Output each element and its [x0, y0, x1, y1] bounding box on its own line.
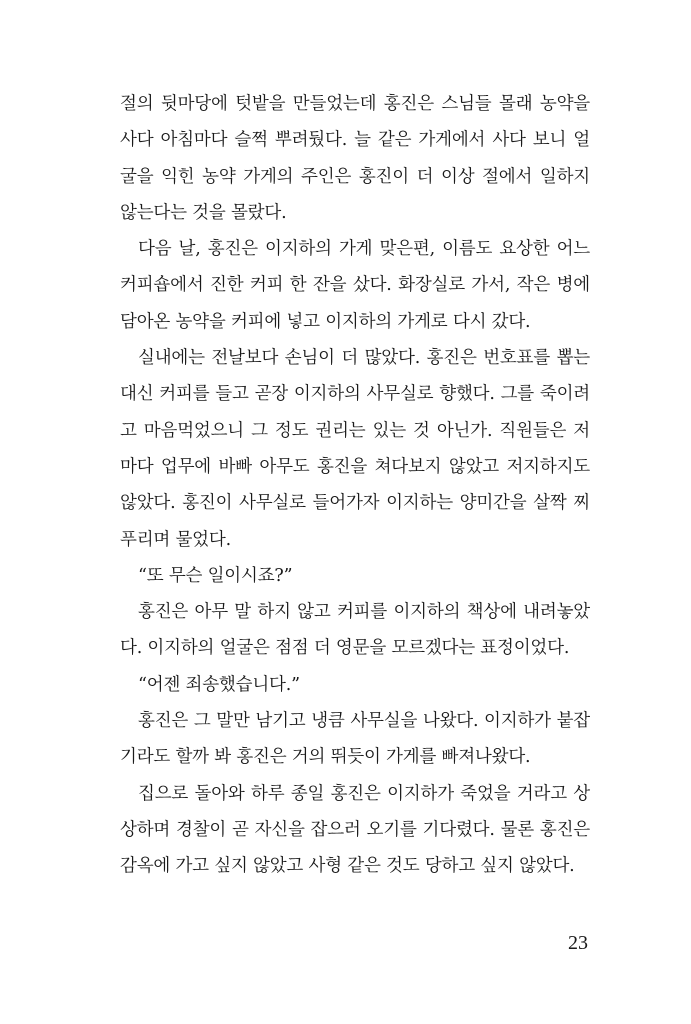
text-line: 않는다는 것을 몰랐다.: [120, 202, 287, 223]
text-line: 사다 아침마다 슬쩍 뿌려뒀다. 늘 같은 가게에서 사다 보니 얼: [120, 130, 590, 151]
paragraph-3: [120, 340, 590, 558]
text-line: 집으로 돌아와 하루 종일 홍진은 이지하가 죽었을 거라고 상: [138, 783, 590, 804]
text-line: 상하며 경찰이 곧 자신을 잡으러 오기를 기다렸다. 물론 홍진은: [120, 819, 590, 840]
text-line: 절의 뒷마당에 텃밭을 만들었는데 홍진은 스님들 몰래 농약을: [120, 94, 590, 114]
text-line: 다. 이지하의 얼굴은 점점 더 영문을 모르겠다는 표정이었다.: [120, 638, 570, 659]
text-line: “어젠 죄송했습니다.”: [138, 674, 300, 695]
paragraph-6: [120, 776, 590, 885]
paragraph-1: [120, 86, 590, 231]
page-number: 23: [568, 932, 588, 954]
paragraph-4: [120, 594, 590, 667]
text-line: 담아온 농약을 커피에 넣고 이지하의 가게로 다시 갔다.: [120, 311, 531, 332]
text-line: 푸리며 물었다.: [120, 529, 231, 550]
paragraph-5: [120, 703, 590, 776]
book-page-body: [120, 86, 590, 885]
text-line: 실내에는 전날보다 손님이 더 많았다. 홍진은 번호표를 뽑는: [138, 348, 590, 369]
text-line: 다음 날, 홍진은 이지하의 가게 맞은편, 이름도 요상한 어느: [138, 239, 590, 260]
text-line: “또 무슨 일이시죠?”: [138, 565, 293, 586]
text-line: 홍진은 그 말만 남기고 냉큼 사무실을 나왔다. 이지하가 붙잡: [138, 711, 590, 732]
text-line: 굴을 익힌 농약 가게의 주인은 홍진이 더 이상 절에서 일하지: [120, 166, 590, 187]
paragraph-2: [120, 231, 590, 340]
text-line: 마다 업무에 바빠 아무도 홍진을 쳐다보지 않았고 저지하지도: [120, 456, 590, 477]
dialogue-2: [120, 667, 590, 703]
text-line: 고 마음먹었으니 그 정도 권리는 있는 것 아닌가. 직원들은 저: [120, 420, 590, 441]
text-line: 대신 커피를 들고 곧장 이지하의 사무실로 향했다. 그를 죽이려: [120, 384, 590, 405]
text-line: 홍진은 아무 말 하지 않고 커피를 이지하의 책상에 내려놓았: [138, 602, 590, 623]
text-line: 기라도 할까 봐 홍진은 거의 뛰듯이 가게를 빠져나왔다.: [120, 747, 531, 768]
text-line: 감옥에 가고 싶지 않았고 사형 같은 것도 당하고 싶지 않았다.: [120, 856, 575, 877]
dialogue-1: [120, 558, 590, 594]
text-line: 커피숍에서 진한 커피 한 잔을 샀다. 화장실로 가서, 작은 병에: [120, 275, 590, 296]
text-line: 않았다. 홍진이 사무실로 들어가자 이지하는 양미간을 살짝 찌: [120, 493, 590, 514]
